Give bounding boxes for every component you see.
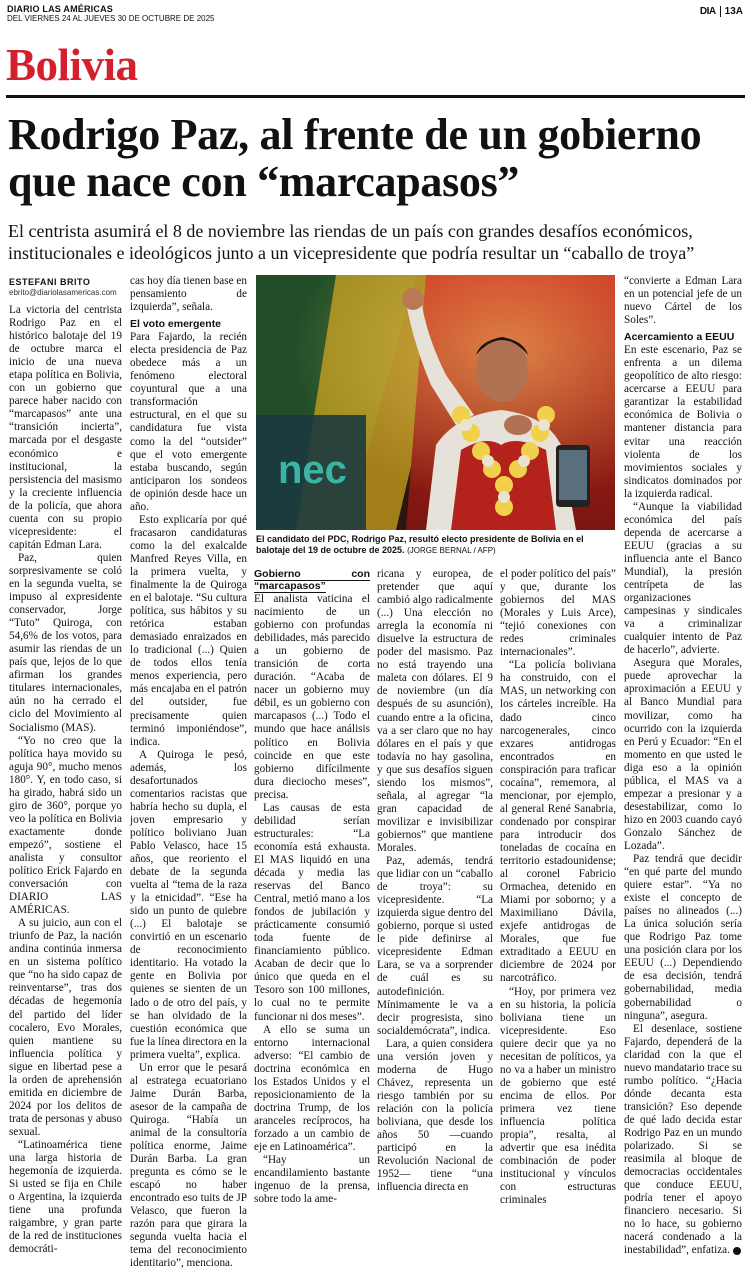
paragraph: Para Fajardo, la recién electa presidencia de Paz obedece más a un fenómeno electoral coyuntural que a una transformación estructural, en el que su candidatura fue vista como la del “outsider” que el voto emergente estaba buscando, según anticiparon los sondeos de opinión desde hace un año. <box>130 331 247 513</box>
paragraph: A su juicio, aun con el triunfo de Paz, la nación andina continúa inmersa en un sistema político que “no ha sido capaz de reinventarse”, tras dos décadas de hegemonía del partido del líder cocalero, Evo Morales, quien mantiene su influencia política y sigue en libertad pese a la orden de aprehensión emitida en diciembre de 2024 por los delitos de trata de personas y abuso sexual. <box>9 917 122 1138</box>
paragraph: Paz, quien sorpresivamente se coló en la segunda vuelta, se impuso al expresidente conservador, Jorge “Tuto” Quiroga, con 54,6% de los votos, para asumir las riendas de un país que, lejos de lo que afirman los grandes titulares internacionales, aún no ha cerrado el ciclo del Movimiento al Socialismo (MAS). <box>9 551 122 734</box>
article-headline <box>8 111 748 205</box>
paragraph: La victoria del centrista Rodrigo Paz en el histórico balotaje del 19 de octubre marca el inicio de una nueva etapa política en Bolivia, con un gobierno que parece haber nacido con “marcapasos” ante una “transición incierta”, marcada por el desgaste económico e institucional, la persistencia del masismo y la creciente influencia de la policía, que ahora cuenta con su propio vicepresidente: el capitán Edman Lara. <box>9 304 122 551</box>
section-rule <box>6 95 745 98</box>
paragraph: Esto explicaría por qué fracasaron candidaturas como la del exalcalde Manfred Reyes Villa, en la primera vuelta, y finalmente la de Quiroga en el balotaje. “Su cultura política, sus hábitos y su retórica estaban demasiado enraizados en lo tradicional (...) Quien de todos ellos tenía menos experiencia, pero más encajaba en el patrón del outsider, fue precisamente quien terminó imponiéndose”, indica. <box>130 513 247 748</box>
paragraph: cas hoy día tienen base en pensamiento de izquierda”, señala. <box>130 275 247 314</box>
photo-caption <box>256 534 616 556</box>
paragraph: Paz, además, tendrá que lidiar con un “caballo de troya”: su vicepresidente. “La izquierda sigue dentro del gobierno, porque si usted le pide definirse al vicepresidente Edman Lara, se va a sorprender de cuál es su autodefinición. Mínimamente le va a decir progresista, sino socialdemócrata”, indica. <box>377 855 493 1037</box>
paragraph: El analista vaticina el nacimiento de un gobierno con profundas debilidades, más parecido a un gobierno de transición de corta duración. “Acaba de nacer un gobierno muy débil, es un gobierno con marcapasos (...) Todo el mundo que hace análisis político en Bolivia coincide en que este gobierno difícilmente dura dieciocho meses”, precisa. <box>254 593 370 801</box>
paragraph: A ello se suma un entorno internacional adverso: “El cambio de doctrina económica en los Estados Unidos y el reposicionamiento de la doctrina Trump, de los aranceles recíprocos, ha forzado a un cambio de eje en Latinoamérica”. <box>254 1023 370 1153</box>
header-divider <box>720 6 721 17</box>
subheading: El voto emergente <box>130 318 222 331</box>
column-1 <box>9 304 122 1256</box>
section-title: Bolivia <box>6 40 138 90</box>
article-photo <box>256 275 615 530</box>
column-5 <box>500 568 616 1207</box>
backdrop-text: nec <box>278 448 347 492</box>
column-2 <box>130 275 247 1270</box>
final-paragraph-text: El desenlace, sostiene Fajardo, dependerá de la claridad con la que el nuevo mandatario trace su rumbo político. “¿Hacia dónde decanta esta transición? Eso depende de qué lado decida estar Rodrigo Paz en un mundo polarizado. Si se reasimila al bloque de democracias occidentales que conduce EEUU, podría tener el apoyo financiero necesario. Si no lo hace, su gobierno nacerá condenado a la inestabilidad”, enfatiza. <box>624 1022 742 1257</box>
paragraph: “Hoy, por primera vez en su historia, la policía boliviana tiene un vicepresidente. Eso quiere decir que ya no necesitan de políticos, ya no va a haber un ministro de gobierno que esté encima de ellos. Por primera vez tiene influencia política propia”, resalta, al advertir que esa inédita combinación de poder institucional y vínculos con estructuras criminales <box>500 985 616 1207</box>
photo-illustration <box>256 275 615 530</box>
page-number: 13A <box>724 6 743 17</box>
paragraph: “Aunque la viabilidad económica del país dependa de acercarse a EEUU (gracias a su influencia ante el Banco Mundial), la presión centrípeta de las organizaciones campesinas y sindicales va a criminalizar cualquier intento de Paz de hacerlo”, advierte. <box>624 500 742 657</box>
paragraph: En este escenario, Paz se enfrenta a un dilema geopolítico de alto riesgo: acercarse a EEUU para garantizar la estabilidad económica de Bolivia o mantener distancia para evitar una reacción violenta de los movimientos sociales y sindicatos dominados por la izquierda radical. <box>624 344 742 500</box>
page-header-right <box>700 6 743 17</box>
column-4 <box>377 568 493 1194</box>
paragraph: A Quiroga le pesó, además, los desafortunados comentarios racistas que habría hecho su dupla, el joven empresario y político boliviano Juan Pablo Velasco, hace 15 años, que reoriento el debate de la segunda vuelta al “tema de la raza y la etnicidad”. “Ese ha sido un punto de quiebre (...) El balotaje se convirtió en un escenario de reconocimiento identitario. Ha votado la gente en Bolivia por quienes se sienten de un lado o de otro del país, y se han olvidado de la cuestión económica que fue la línea directora en la primera vuelta”, explica. <box>130 748 247 1061</box>
issue-date: DEL VIERNES 24 AL JUEVES 30 DE OCTUBRE DE 2025 <box>7 14 215 23</box>
paragraph: Lara, a quien considera una versión joven y moderna de Hugo Chávez, representa un riesgo también por su relación con la policía boliviana, que desde los años 50 —cuando participó en la Revolución Nacional de 1952— tiene “una influencia directa en <box>377 1037 493 1194</box>
article-deck: El centrista asumirá el 8 de noviembre las riendas de un país con grandes desafíos económicos, institucionales e ideológicos junto a un vicepresidente que podría resultar un “caballo de troya” <box>8 221 695 263</box>
paragraph: el poder político del país” y que, durante los gobiernos del MAS (Morales y Luis Arce), “tejió conexiones con redes criminales internacionales”. <box>500 568 616 659</box>
subheading: Gobierno con “marcapasos” <box>254 568 370 592</box>
headline-line-2: que nace con “marcapasos” <box>8 157 520 206</box>
headline-line-1: Rodrigo Paz, al frente de un gobierno <box>8 110 702 159</box>
paragraph: Asegura que Morales, puede aprovechar la aproximación a EEUU y al Banco Mundial para movilizar, como ha ocurrido con la izquierda en Perú y Ecuador: “En el momento en que usted le diga eso a la opinión pública, el MAS va a empezar a presionar y a desestabilizar, como lo hizo en 2003 cuando cayó Gonzalo Sánchez de Lozada”. <box>624 657 742 852</box>
author-name: ESTEFANI BRITO <box>9 277 91 287</box>
end-of-article-mark <box>733 1247 741 1255</box>
paragraph: Un error que le pesará al estratega ecuatoriano Jaime Durán Barba, asesor de la campaña de Quiroga. “Había un animal de la consultoría política enorme, Jaime Durán Barba. La gran pregunta es cómo se le escapó no haber encontrado eso tuits de JP Velasco, que fueron la razón para que girara la segunda vuelta hacia el tema del reconocimiento identitario”, menciona. <box>130 1061 247 1270</box>
publication-name: DIARIO LAS AMÉRICAS <box>7 4 113 14</box>
column-6 <box>624 275 742 1257</box>
subheading: Acercamiento a EEUU <box>624 331 735 344</box>
paragraph: “Latinoamérica tiene una larga historia de hegemonía de izquierda. Si usted se fija en Chile o Argentina, la izquierda tiene una profunda raigambre, y gran parte de la red de instituciones democráti- <box>9 1139 122 1256</box>
column-3 <box>254 568 370 1206</box>
caption-text: El candidato del PDC, Rodrigo Paz, resultó electo presidente de Bolivia en el balotaje del 19 de octubre de 2025. <box>256 534 584 555</box>
paragraph: “La policía boliviana ha construido, con el MAS, un networking con los cárteles increíble. Ha dado cinco narcogenerales, cinco exzares antidrogas encontrados en conspiración para traficar cocaína”, rememora, al mencionar, por ejemplo, al general René Sanabria, condenado por conspirar para introducir dos toneladas de cocaína en territorio estadounidense; al coronel Fabricio Ormachea, detenido en Miami por soborno; y a Maximiliano Dávila, exjefe antidrogas de Morales, que fue extraditado a EEUU en diciembre de 2024 por narcotráfico. <box>500 659 616 985</box>
paragraph: “Hay un encandilamiento bastante ingenuo de la prensa, sobre todo la ame- <box>254 1154 370 1206</box>
publication-logo: DIA <box>699 6 716 17</box>
paragraph <box>624 1023 742 1258</box>
photo-credit: (JORGE BERNAL / AFP) <box>407 546 496 555</box>
paragraph: Paz tendrá que decidir “en qué parte del mundo quiere estar”. “Ya no existe el concepto de países no alineados (...) La única solución sería que Rodrigo Paz tome una posición clara por los EEUU (...) Dependiendo de esa decisión, tendrá gobernabilidad, media gobernabilidad o ninguna”, asegura. <box>624 853 742 1022</box>
author-email: ebrito@diariolasamericas.com <box>9 288 117 297</box>
paragraph: “convierte a Edman Lara en un potencial jefe de un nuevo Cártel de los Soles”. <box>624 275 742 327</box>
paragraph: ricana y europea, de pretender que aquí cambió algo radicalmente (...) Una elección no arregla la economía ni disuelve la estructura de poder del masismo. Paz no está trayendo una maleta con dólares. El 9 de noviembre (un día después de su asunción), cuando entre a la oficina, va a ser claro que no hay dólares en el país y que todavía no hay gasolina, y que sus desafíos siguen siendo los mismos”, señala, al agregar “la gran capacidad de movilizar e invisibilizar gobiernos” que mantiene Morales. <box>377 568 493 854</box>
paragraph: “Yo no creo que la política haya movido su aguja 90°, mucho menos 180°. Y, en todo caso, si ha girado, habrá sido un giro de 360°, porque yo veo la política en Bolivia exactamente donde empezó”, sostiene el analista y consultor político Erick Fajardo en conversación con DIARIO LAS AMÉRICAS. <box>9 734 122 917</box>
paragraph: Las causas de esta debilidad serían estructurales: “La economía está exhausta. El MAS liquidó en una década y media las reservas del Banco Central, metió mano a los fondos de jubilación y prácticamente consumió toda fuente de financiamiento público. Acaban de decir que lo único que queda en el Tesoro son 100 millones, lo cual no te permite funcionar ni dos meses”. <box>254 801 370 1023</box>
